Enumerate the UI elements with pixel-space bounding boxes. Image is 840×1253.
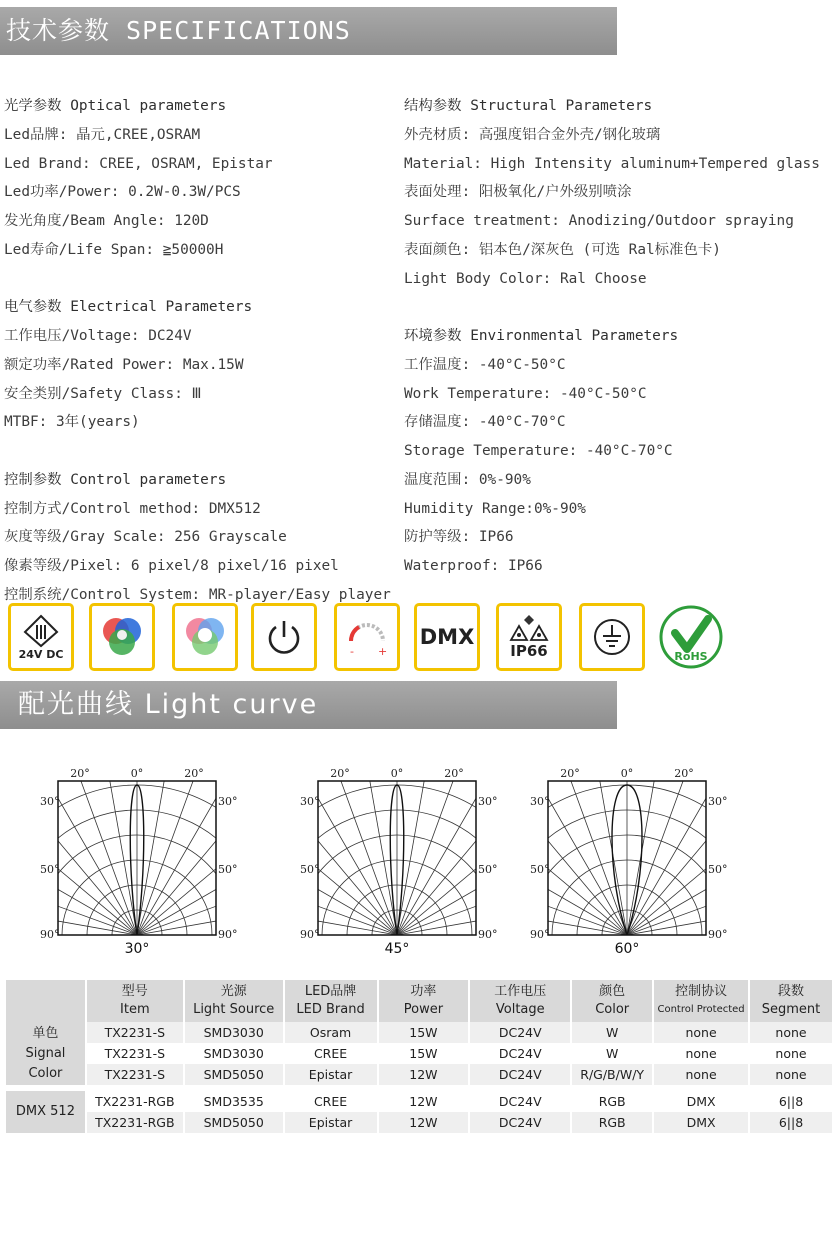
dimmer-icon <box>341 615 393 659</box>
column-header-cn: 段数 <box>777 984 804 999</box>
angle-label-top-right: 20° <box>674 767 694 780</box>
row-group-label <box>6 1022 86 1085</box>
column-header <box>6 980 86 1022</box>
spec-line: 安全类别/Safety Class: Ⅲ <box>4 385 202 402</box>
power-icon <box>264 617 304 657</box>
light-curve-section <box>0 763 840 963</box>
class-three-voltage-badge <box>8 603 74 671</box>
spacer <box>4 265 399 294</box>
table-cell: 12W <box>378 1091 470 1112</box>
angle-label-top-center: 0° <box>620 767 634 780</box>
angle-label-top-center: 0° <box>390 767 404 780</box>
table-cell: none <box>653 1064 749 1085</box>
table-cell: W <box>571 1043 653 1064</box>
column-header-cn: 光源 <box>220 984 247 999</box>
angle-label-bottom-right: 90° <box>218 928 238 941</box>
section-heading: 控制参数 Control parameters <box>4 471 227 488</box>
spec-line: Led功率/Power: 0.2W-0.3W/PCS <box>4 184 241 201</box>
row-group-label-line: Color <box>28 1065 63 1081</box>
table-cell: TX2231-S <box>86 1022 184 1043</box>
rohs-badge <box>658 603 724 671</box>
section-heading: 结构参数 Structural Parameters <box>404 98 653 114</box>
beam-angle-label: 60° <box>614 941 640 957</box>
table-cell: RGB <box>571 1091 653 1112</box>
rohs-label: RoHS <box>674 650 708 663</box>
table-cell: SMD5050 <box>184 1064 284 1085</box>
spec-line: 温度范围: 0%-90% <box>404 471 531 488</box>
ground-icon <box>591 616 633 658</box>
table-cell: Epistar <box>284 1112 378 1133</box>
row-group-label-line: Signal <box>25 1045 66 1061</box>
column-header <box>184 980 284 1022</box>
table-row <box>6 1043 833 1064</box>
spec-line: 控制系统/Control System: MR-player/Easy player <box>4 586 391 603</box>
column-header <box>378 980 470 1022</box>
angle-label-top-right: 20° <box>444 767 464 780</box>
polar-curve-3 <box>530 763 728 958</box>
table-row <box>6 1112 833 1133</box>
angle-label-low-left: 50° <box>530 863 550 876</box>
table-cell: 15W <box>378 1022 470 1043</box>
column-header-en: Voltage <box>495 1002 545 1017</box>
angle-label-mid-left: 30° <box>530 795 550 808</box>
column-header-en: LED Brand <box>296 1002 365 1017</box>
spec-line: 灰度等级/Gray Scale: 256 Grayscale <box>4 529 287 546</box>
table-cell: DC24V <box>469 1064 571 1085</box>
column-header-cn: 型号 <box>121 984 148 999</box>
table-cell: DC24V <box>469 1022 571 1043</box>
angle-label-low-left: 50° <box>40 863 60 876</box>
power-badge <box>251 603 317 671</box>
table-cell: 6||8 <box>749 1091 833 1112</box>
polar-curve-2 <box>300 763 498 958</box>
column-header-en: Color <box>595 1002 630 1017</box>
table-cell: DC24V <box>469 1091 571 1112</box>
specifications-banner: 技术参数 SPECIFICATIONS <box>0 7 617 55</box>
table-cell: SMD3030 <box>184 1022 284 1043</box>
table-cell: R/G/B/W/Y <box>571 1064 653 1085</box>
spacer <box>404 293 834 322</box>
polar-curve-1 <box>40 763 238 958</box>
table-cell: Epistar <box>284 1064 378 1085</box>
spec-line: Storage Temperature: -40°C-70°C <box>404 443 673 459</box>
beam-angle-label: 45° <box>384 941 410 957</box>
spec-line: Material: High Intensity aluminum+Tempered glass <box>404 155 820 172</box>
angle-label-mid-left: 30° <box>40 795 60 808</box>
angle-label-low-left: 50° <box>300 863 320 876</box>
spec-line: 控制方式/Control method: DMX512 <box>4 500 261 517</box>
rohs-icon <box>658 603 724 671</box>
column-header <box>571 980 653 1022</box>
table-cell: CREE <box>284 1043 378 1064</box>
table-cell: none <box>653 1022 749 1043</box>
section-heading: 电气参数 Electrical Parameters <box>4 299 253 316</box>
column-header-en: Light Source <box>193 1002 275 1017</box>
spacer <box>4 437 399 466</box>
spec-line: 表面处理: 阳极氧化/户外级别喷涂 <box>404 184 632 201</box>
section-heading: 环境参数 Environmental Parameters <box>404 328 679 344</box>
angle-label-bottom-right: 90° <box>708 928 728 941</box>
spec-line: Work Temperature: -40°C-50°C <box>404 385 647 402</box>
dmx-label: DMX <box>419 625 475 649</box>
spec-line: 防护等级: IP66 <box>404 529 514 546</box>
table-row <box>6 1064 833 1085</box>
spec-line: 外壳材质: 高强度铝合金外壳/钢化玻璃 <box>404 126 661 143</box>
table-cell: SMD5050 <box>184 1112 284 1133</box>
spec-line: Waterproof: IP66 <box>404 558 543 574</box>
column-header-cn: 控制协议 <box>675 984 728 999</box>
table-cell: DMX <box>653 1112 749 1133</box>
table-cell: 15W <box>378 1043 470 1064</box>
table-cell: SMD3030 <box>184 1043 284 1064</box>
table-cell: SMD3535 <box>184 1091 284 1112</box>
column-header <box>749 980 833 1022</box>
table-row <box>6 1022 833 1043</box>
dimming-badge <box>334 603 400 671</box>
row-group-label-line: DMX 512 <box>15 1104 75 1119</box>
column-header-cn: 工作电压 <box>494 984 547 999</box>
table-cell: W <box>571 1022 653 1043</box>
angle-label-top-center: 0° <box>130 767 144 780</box>
table-cell: 6||8 <box>749 1112 833 1133</box>
table-cell: Osram <box>284 1022 378 1043</box>
spec-line: MTBF: 3年(years) <box>4 414 140 431</box>
table-cell: DC24V <box>469 1112 571 1133</box>
table-cell: none <box>653 1043 749 1064</box>
table-cell: 12W <box>378 1064 470 1085</box>
ip-rating-label: IP66 <box>510 642 548 660</box>
spec-line: 额定功率/Rated Power: Max.15W <box>4 356 244 373</box>
table-cell: TX2231-RGB <box>86 1112 184 1133</box>
spec-line: Light Body Color: Ral Choose <box>404 270 647 287</box>
ground-badge <box>579 603 645 671</box>
angle-label-low-right: 50° <box>708 863 728 876</box>
angle-label-top-left: 20° <box>330 767 350 780</box>
table-cell: TX2231-S <box>86 1043 184 1064</box>
angle-label-mid-right: 30° <box>708 795 728 808</box>
column-header <box>284 980 378 1022</box>
section-heading: 光学参数 Optical parameters <box>4 98 227 114</box>
angle-label-bottom-right: 90° <box>478 928 498 941</box>
angle-label-bottom-left: 90° <box>40 928 60 941</box>
rgb-color-badge <box>89 603 155 671</box>
row-group-label <box>6 1091 86 1133</box>
table-cell: CREE <box>284 1091 378 1112</box>
table-cell: DC24V <box>469 1043 571 1064</box>
table-cell: TX2231-RGB <box>86 1091 184 1112</box>
table-cell: RGB <box>571 1112 653 1133</box>
spec-line: 像素等级/Pixel: 6 pixel/8 pixel/16 pixel <box>4 558 339 574</box>
angle-label-top-left: 20° <box>70 767 90 780</box>
spec-line: Led品牌: 晶元,CREE,OSRAM <box>4 126 201 143</box>
table-cell: none <box>749 1022 833 1043</box>
column-header-en: Item <box>120 1002 150 1017</box>
column-header <box>653 980 749 1022</box>
angle-label-bottom-left: 90° <box>530 928 550 941</box>
dmx-badge <box>414 603 480 671</box>
spec-line: Led寿命/Life Span: ≧50000H <box>4 241 224 258</box>
rgb-mix-icon <box>96 611 148 663</box>
column-header-cn: 颜色 <box>599 984 626 999</box>
spec-line: Humidity Range:0%-90% <box>404 500 586 517</box>
table-cell: none <box>749 1043 833 1064</box>
table-header-row <box>6 980 833 1022</box>
column-header-cn: LED品牌 <box>304 984 357 999</box>
spec-line: 工作电压/Voltage: DC24V <box>4 328 192 344</box>
product-spec-table <box>6 980 834 1133</box>
beam-angle-label: 30° <box>124 941 150 957</box>
right-spec-column <box>404 92 834 581</box>
safety-class-iii-icon <box>21 614 61 648</box>
spec-line: Led Brand: CREE, OSRAM, Epistar <box>4 155 273 172</box>
table-cell: 12W <box>378 1112 470 1133</box>
column-header-en: Segment <box>761 1002 821 1017</box>
spec-line: 发光角度/Beam Angle: 120D <box>4 213 209 229</box>
column-header <box>86 980 184 1022</box>
column-header-en: Power <box>403 1002 444 1017</box>
angle-label-low-right: 50° <box>478 863 498 876</box>
light-curve-banner: 配光曲线 Light curve <box>0 681 617 729</box>
row-group-label-line: 单色 <box>32 1025 59 1041</box>
column-header-en: Control Protected <box>657 1004 745 1015</box>
ip66-badge <box>496 603 562 671</box>
column-header-cn: 功率 <box>410 984 437 999</box>
spec-line: 存储温度: -40°C-70°C <box>404 414 566 431</box>
svg-text:-: - <box>350 645 354 658</box>
angle-label-mid-left: 30° <box>300 795 320 808</box>
angle-label-top-right: 20° <box>184 767 204 780</box>
voltage-label: 24V DC <box>18 647 64 661</box>
angle-label-low-right: 50° <box>218 863 238 876</box>
table-cell: DMX <box>653 1091 749 1112</box>
table-cell: TX2231-S <box>86 1064 184 1085</box>
rgbw-color-badge <box>172 603 238 671</box>
angle-label-bottom-left: 90° <box>300 928 320 941</box>
waterproof-icon <box>508 614 550 642</box>
angle-label-top-left: 20° <box>560 767 580 780</box>
svg-text:+: + <box>378 645 388 658</box>
table-cell: none <box>749 1064 833 1085</box>
left-spec-column <box>4 92 399 610</box>
column-header <box>469 980 571 1022</box>
table-row <box>6 1091 833 1112</box>
spec-line: 表面颜色: 铝本色/深灰色 (可选 Ral标准色卡) <box>404 241 721 258</box>
angle-label-mid-right: 30° <box>478 795 498 808</box>
spec-line: Surface treatment: Anodizing/Outdoor spraying <box>404 213 794 229</box>
spec-line: 工作温度: -40°C-50°C <box>404 356 566 373</box>
feature-icon-strip <box>8 603 828 671</box>
rgbw-mix-icon <box>179 611 231 663</box>
angle-label-mid-right: 30° <box>218 795 238 808</box>
